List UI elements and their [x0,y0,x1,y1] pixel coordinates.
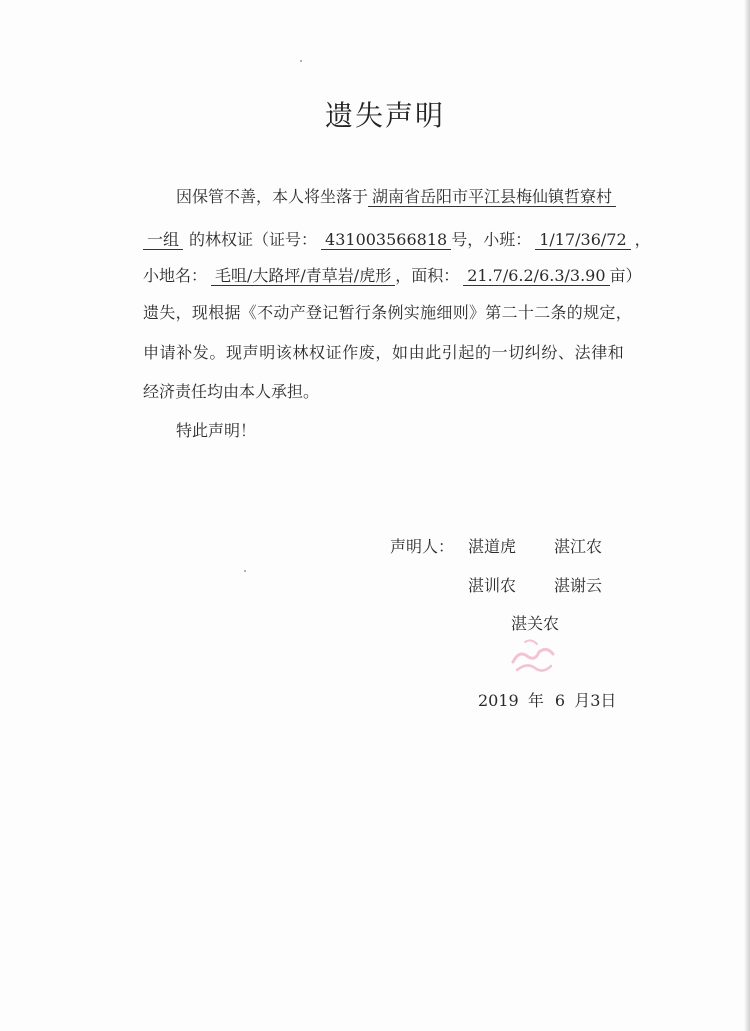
area-field: 21.7/6.2/6.3/3.90 [463,266,609,286]
declarant-name-1: 湛道虎 [468,537,517,556]
body-line-2: 一组 的林权证（证号： 431003566818 号，小班： 1/17/36/72 ， [143,229,651,251]
body-line-6: 经济责任均由本人承担。 [143,382,320,401]
body-line-3: 小地名： 毛咀/大路坪/青草岩/虎形 ，面积： 21.7/6.2/6.3/3.90 亩） [143,266,642,285]
page-edge-shadow [744,0,750,1031]
document-title: 遗失声明 [324,99,445,132]
declarant-name-5: 湛关农 [511,614,560,633]
body-line-4: 遗失，现根据《不动产登记暂行条例实施细则》第二十二条的规定， [143,303,633,322]
body-line-1: 因保管不善，本人将坐落于 湖南省岳阳市平江县梅仙镇哲寮村 [176,186,616,208]
declarant-name-4: 湛谢云 [554,576,603,595]
location-field-continued: 一组 [143,230,183,250]
closing-statement: 特此声明！ [176,421,257,440]
xiaoban-field: 1/17/36/72 [535,230,630,250]
declarant-name-2: 湛江农 [554,537,603,556]
declarant-label: 声明人： [390,537,455,556]
seal-stamp-mark [505,632,565,678]
place-name-field: 毛咀/大路坪/青草岩/虎形 [211,266,395,286]
declaration-date: 2019 年 6 月3日 [478,691,617,710]
location-field: 湖南省岳阳市平江县梅仙镇哲寮村 [368,187,616,207]
certificate-number-field: 431003566818 [321,230,451,250]
scan-speck [244,570,246,572]
scan-speck [300,60,302,62]
body-line-5: 申请补发。现声明该林权证作废，如由此引起的一切纠纷、法律和 [143,343,625,362]
declarant-name-3: 湛训农 [468,576,517,595]
